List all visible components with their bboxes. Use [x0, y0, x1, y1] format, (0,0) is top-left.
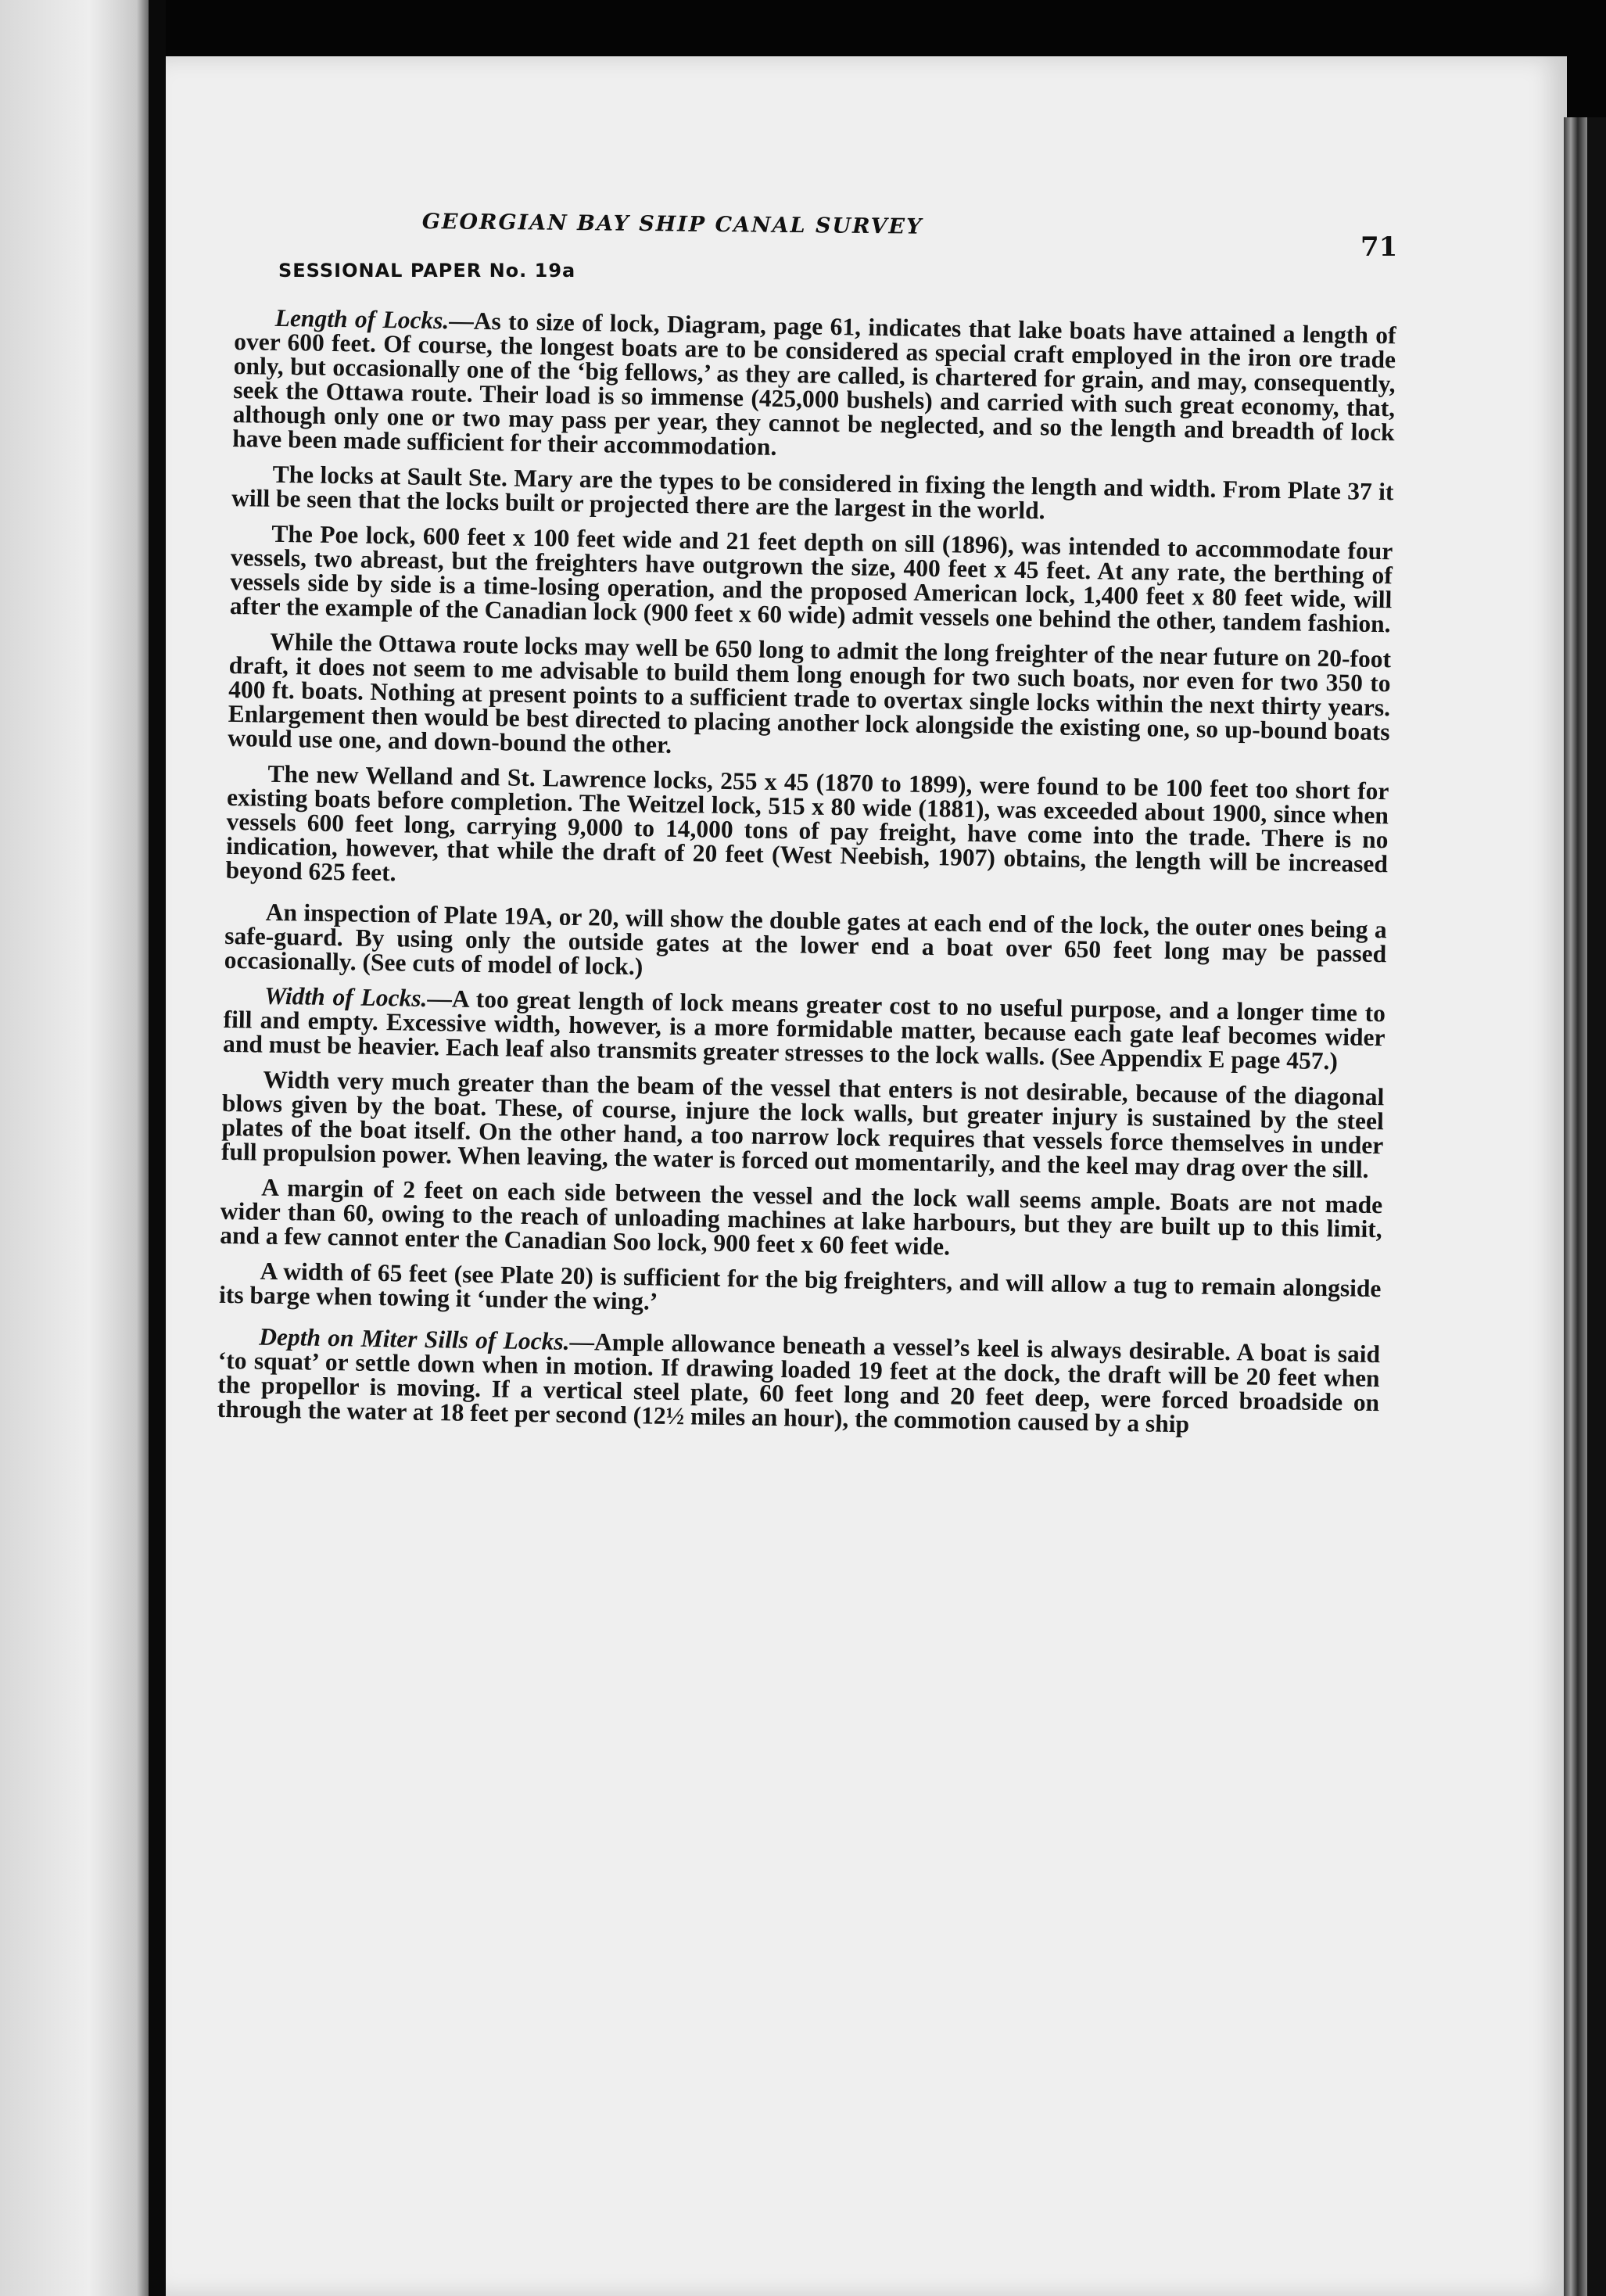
sessional-paper-label: SESSIONAL PAPER No. 19a — [278, 260, 576, 282]
paragraph — [228, 629, 1391, 768]
paragraph-text: While the Ottawa route locks may well be 650 long to admit the long freighter of the near future on 20-foot draft, it does not seem to me advisable to build them long enough for two such boats, nor even for two 350 to 400 ft. boats. Nothing at present points to a sufficient trade to overtax single locks within the next thirty years. Enlargement then would be best directed to placing another lock alongside the existing one, so up-bound boats would use one, and down-bound the other. — [228, 627, 1392, 759]
section-heading: Width of Locks. — [263, 981, 428, 1012]
scan-border — [1587, 117, 1606, 2296]
paragraph-text: The new Welland and St. Lawrence locks, 255 x 45 (1870 to 1899), were found to be 100 feet too short for existing boats before completion. The Weitzel lock, 515 x 80 wide (1881), was exceeded about 1900, since when vessels 600 feet long, carrying 9,000 to 14,000 tons of pay freight, have come into the trade. There is no indication, however, that while the draft of 20 feet (West Neebish, 1907) obtains, the length will be increased beyond 625 feet. — [225, 759, 1389, 887]
paragraph-text: A margin of 2 feet on each side between the vessel and the lock wall seems ample. Boats are not made wider than 60, owing to the reach of unloading machines at lake harbours, but they are built up to this limit, and a few cannot enter the Canadian Soo lock, 900 feet x 60 feet wide. — [220, 1173, 1383, 1261]
paragraph — [223, 983, 1386, 1074]
paragraph-text: The locks at Sault Ste. Mary are the types to be considered in fixing the length and width. From Plate 37 it will be seen that the locks built or projected there are the largest in the world. — [231, 460, 1394, 525]
paragraph — [220, 1175, 1382, 1265]
running-head: GEORGIAN BAY SHIP CANAL SURVEY — [421, 210, 923, 239]
paragraph — [225, 761, 1389, 900]
facing-page-edge — [0, 0, 149, 2296]
paragraph-text: Width very much greater than the beam of the vessel that enters is not desirable, because of the diagonal blows given by the boat. These, of course, injure the lock walls, but greater injury is sustained by the steel plates of the boat itself. On the other hand, a too narrow lock requires that vessels force themselves in under full propulsion power. When leaving, the water is forced out momentarily, and the keel may drag over the sill. — [220, 1065, 1385, 1183]
paragraph — [221, 1067, 1385, 1182]
section-heading: Depth on Miter Sills of Locks. — [259, 1322, 570, 1355]
paragraph — [219, 1258, 1382, 1325]
paragraph — [230, 521, 1393, 636]
paragraph — [217, 1324, 1381, 1439]
page-number: 71 — [1360, 231, 1398, 263]
paragraph-text: The Poe lock, 600 feet x 100 feet wide and 21 feet depth on sill (1896), was intended to accommodate four vessels, two abreast, but the freighters have outgrown the size, 400 feet x 45 feet. At any rate, the berthing of vessels side by side is a time-losing operation, and the proposed American lock, 1,400 feet x 80 feet wide, will after the example of the Canadian lock (900 feet x 60 wide) admit vessels one behind the other, tandem fashion. — [229, 519, 1393, 638]
paragraph-text: —Ample allowance beneath a vessel’s keel is always desirable. A boat is said ‘to squat’ or settle down when in motion. If drawing loaded 19 feet at the dock, the draft will be 20 feet when the propellor is moving. If a vertical steel plate, 60 feet long and 20 feet deep, were forced broadside on through the water at 18 feet per second (12½ miles an hour), the commotion caused by a ship — [217, 1327, 1381, 1438]
paragraph — [224, 899, 1387, 990]
paragraph-text: —As to size of lock, Diagram, page 61, indicates that lake boats have attained a length of over 600 feet. Of course, the longest boats are to be considered as special craft employed in the iron ore trade only, but occasionally one of the ‘big fellows,’ as they are called, is chartered for grain, and may, consequently, seek the Ottawa route. Their load is so immense (425,000 bushels) and carried with such great economy, that, although only one or two may pass per year, they cannot be neglected, and so the length and breadth of lock have been made sufficient for their accommodation. — [232, 307, 1396, 461]
body-text — [217, 305, 1396, 1450]
page-edge-stack — [1564, 117, 1587, 2296]
paragraph-text: —A too great length of lock means greater cost to no useful purpose, and a longer time to fill and empty. Excessive width, however, is a more formidable matter, because each gate leaf becomes wider and must be heavier. Each leaf also transmits greater stresses to the lock walls. (See Appendix E page 457.) — [222, 984, 1386, 1075]
book-gutter — [149, 0, 166, 2296]
paragraph — [231, 461, 1394, 528]
paragraph-text: A width of 65 feet (see Plate 20) is sufficient for the big freighters, and will allow a tug to remain alongside its barge when towing it ‘under the wing.’ — [218, 1257, 1382, 1315]
paragraph — [232, 305, 1396, 468]
paragraph-text: An inspection of Plate 19A, or 20, will show the double gates at each end of the lock, the outer ones being a safe-guard. By using only the outside gates at the lower end a boat over 650 feet long may be passed occasionally. (See cuts of model of lock.) — [224, 898, 1387, 981]
section-heading: Length of Locks. — [274, 303, 450, 335]
